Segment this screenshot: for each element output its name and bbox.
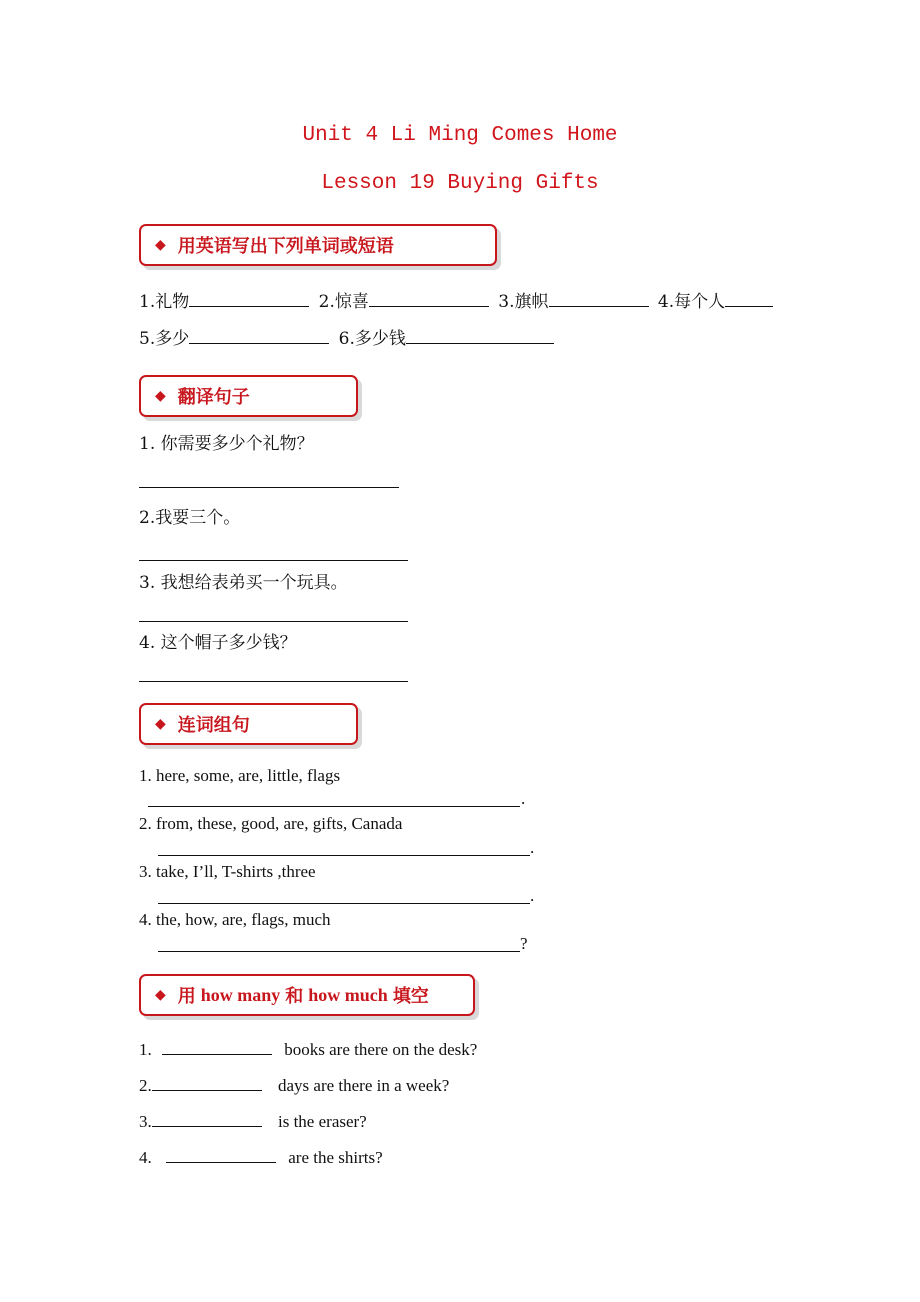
translate-item-2: 2.我要三个。 [139,508,241,528]
answer-line[interactable] [158,855,530,856]
diamond-icon: ◆ [155,987,166,1003]
sentence-end-mark: . [521,789,526,808]
section-title-mid: 和 [285,986,304,1007]
answer-line[interactable] [139,487,399,488]
fill-item-2 [139,1072,449,1097]
item-number: 4. [139,1148,152,1167]
vocab-item: 4.每个人 [657,292,726,312]
vocab-row-2 [139,325,554,350]
sentence-end-mark: . [530,886,535,905]
item-number: 3. [139,1112,152,1131]
vocab-row-1 [139,288,773,313]
diamond-icon: ◆ [155,716,166,732]
translate-item-3: 3. 我想给表弟买一个玩具。 [139,573,348,593]
answer-line[interactable] [158,903,530,904]
answer-blank[interactable] [189,325,329,344]
item-text: is the eraser? [278,1112,367,1131]
section-title: 用英语写出下列单词或短语 [177,236,394,257]
answer-line[interactable] [158,951,520,952]
word-order-item-1: 1. here, some, are, little, flags [139,766,341,785]
section-heading-word-order [139,703,358,745]
fill-item-4 [139,1144,383,1169]
section-title-en2: how much [308,984,388,1005]
sentence-end-mark: . [530,838,535,857]
diamond-icon: ◆ [155,237,166,253]
translate-item-4: 4. 这个帽子多少钱？ [139,633,297,653]
sentence-end-mark: ? [520,934,528,953]
vocab-item: 1.礼物 [139,292,190,312]
item-number: 2. [139,1076,152,1095]
item-number: 1. [139,1040,152,1059]
vocab-item: 3.旗帜 [498,292,549,312]
answer-line[interactable] [139,621,408,622]
word-order-item-4: 4. the, how, are, flags, much [139,910,331,929]
answer-line[interactable] [148,806,520,807]
answer-line[interactable] [139,681,408,682]
item-text: are the shirts? [288,1148,383,1167]
vocab-item: 6.多少钱 [338,329,406,349]
fill-item-1 [139,1036,477,1061]
answer-blank[interactable] [369,288,489,307]
unit-title: Unit 4 Li Ming Comes Home [302,124,618,147]
section-title: 连词组句 [177,715,250,736]
section-heading-vocabulary [139,224,497,266]
item-text: books are there on the desk? [284,1040,478,1059]
answer-blank[interactable] [406,325,554,344]
answer-blank[interactable] [725,288,773,307]
diamond-icon: ◆ [155,388,166,404]
answer-blank[interactable] [152,1108,262,1127]
section-title-prefix: 用 [177,986,196,1007]
answer-blank[interactable] [549,288,649,307]
word-order-item-2: 2. from, these, good, are, gifts, Canada [139,814,403,833]
answer-blank[interactable] [166,1144,276,1163]
section-heading-fill-blanks [139,974,475,1016]
lesson-title: Lesson 19 Buying Gifts [321,172,599,195]
section-heading-translate [139,375,358,417]
section-title-suffix: 填空 [392,986,429,1007]
vocab-item: 2.惊喜 [318,292,369,312]
item-text: days are there in a week? [278,1076,450,1095]
fill-item-3 [139,1108,367,1133]
word-order-item-3: 3. take, I’ll, T-shirts ,three [139,862,316,881]
answer-blank[interactable] [162,1036,272,1055]
section-title-en: how many [200,984,281,1005]
translate-item-1: 1. 你需要多少个礼物？ [139,434,314,454]
vocab-item: 5.多少 [139,329,190,349]
answer-blank[interactable] [152,1072,262,1091]
answer-line[interactable] [139,560,408,561]
answer-blank[interactable] [189,288,309,307]
section-title: 翻译句子 [177,387,250,408]
